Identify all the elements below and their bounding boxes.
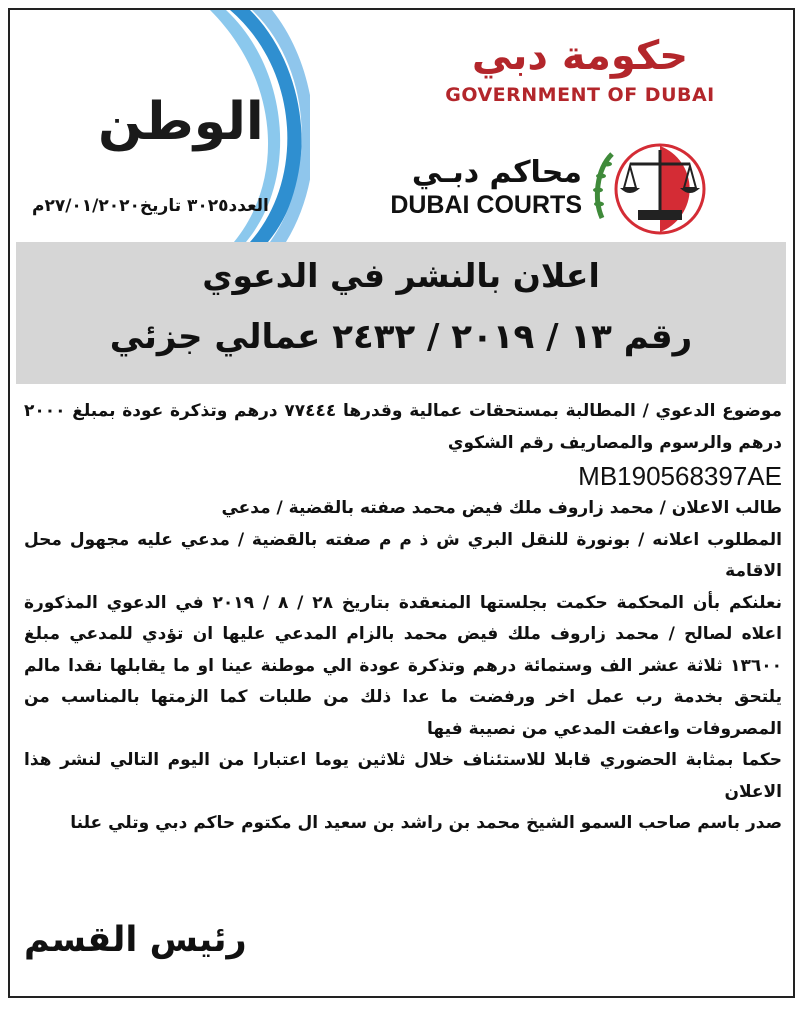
notice-title: اعلان بالنشر في الدعوي bbox=[202, 256, 600, 295]
courts-name-english: DUBAI COURTS bbox=[390, 191, 582, 219]
issue-date-line: العدد٣٠٢٥ تاريخ٢٧/٠١/٢٠٢٠م bbox=[32, 196, 269, 216]
notice-requester: طالب الاعلان / محمد زاروف ملك فيض محمد صفته بالقضية / مدعي bbox=[221, 498, 782, 518]
notice-title-banner bbox=[16, 242, 786, 384]
gov-logo-arabic: حكومة دبي bbox=[471, 33, 689, 79]
complaint-code: MB190568397AE bbox=[578, 461, 782, 491]
case-subject: موضوع الدعوي / المطالبة بمستحقات عمالية وقدرها ٧٧٤٤٤ درهم وتذكرة عودة بمبلغ ٢٠٠٠ درهم والرسوم والمصاريف رقم الشكوي bbox=[24, 401, 783, 453]
appeal-text: حكما بمثابة الحضوري قابلا للاستئناف خلال ثلاثين يوما اعتبارا من اليوم التالي لنشر هذا الاعلان bbox=[24, 750, 782, 802]
dubai-courts-emblem-icon bbox=[590, 140, 750, 236]
case-number: رقم ١٣ / ٢٠١٩ / ٢٤٣٢ عمالي جزئي bbox=[109, 317, 693, 357]
notice-body bbox=[24, 396, 782, 840]
section-head-signature: رئيس القسم bbox=[24, 920, 247, 960]
court-notice-page bbox=[8, 8, 795, 998]
newspaper-name: الوطن bbox=[98, 92, 264, 152]
notice-respondent: المطلوب اعلانه / بونورة للنقل البري ش ذ م م صفته بالقضية / مدعي عليه مجهول محل الاقامة bbox=[24, 529, 782, 581]
issued-by-text: صدر باسم صاحب السمو الشيخ محمد بن راشد بن سعيد ال مكتوم حاكم دبي وتلي علنا bbox=[70, 813, 782, 833]
government-of-dubai-logo bbox=[430, 34, 730, 106]
courts-name-arabic: محاكم دبـي bbox=[411, 155, 582, 190]
judgment-text: نعلنكم بأن المحكمة حكمت بجلستها المنعقدة بتاريخ ٢٨ / ٨ / ٢٠١٩ في الدعوي المذكورة اعلاه لصالح / محمد زاروف ملك فيض محمد بالزام المدعي عليها ان تؤدي للمدعي مبلغ ١٣٦٠٠ ثلاثة عشر الف وستمائة درهم وتذكرة عودة الي موطنة عينا او ما يقابلها نقدا مالم يلتحق بخدمة رب عمل اخر ورفضت ما عدا ذلك من طلبات كما الزمتها بالمناسب من المصروفات واعفت المدعي من نصيبة فيها bbox=[24, 592, 783, 739]
notice-header bbox=[10, 10, 793, 240]
gov-logo-english: GOVERNMENT OF DUBAI bbox=[445, 84, 715, 106]
dubai-courts-name bbox=[382, 156, 582, 220]
